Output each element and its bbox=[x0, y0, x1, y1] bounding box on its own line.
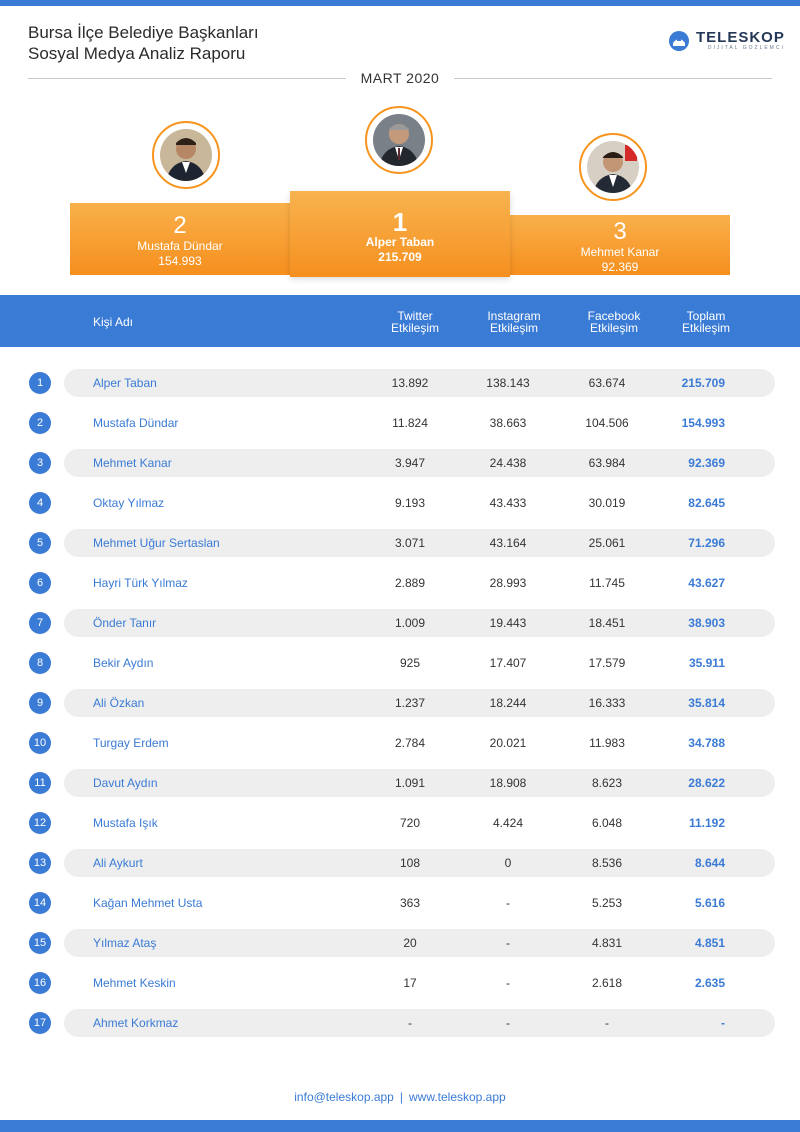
footer-website-link[interactable]: www.teleskop.app bbox=[408, 1090, 506, 1104]
divider-left bbox=[28, 78, 346, 79]
header-twitter-line-2: Etkileşim bbox=[390, 321, 439, 335]
teleskop-logo bbox=[668, 30, 785, 52]
person-name: Turgay Erdem bbox=[93, 736, 169, 750]
facebook-value: 11.745 bbox=[589, 576, 625, 590]
report-title-line-1: Bursa İlçe Belediye Başkanları bbox=[28, 23, 259, 42]
total-value: 92.369 bbox=[688, 456, 725, 470]
person-name: Mehmet Keskin bbox=[93, 976, 176, 990]
rank-badge: 17 bbox=[29, 1012, 51, 1034]
person-name: Hayri Türk Yılmaz bbox=[93, 576, 188, 590]
instagram-value: 17.407 bbox=[489, 656, 527, 670]
total-value: 11.192 bbox=[688, 816, 725, 830]
twitter-value: 3.947 bbox=[394, 456, 426, 470]
total-value: 71.296 bbox=[688, 536, 725, 550]
facebook-value: 104.506 bbox=[585, 416, 629, 430]
instagram-value: 18.908 bbox=[489, 776, 527, 790]
facebook-value: 8.623 bbox=[591, 776, 623, 790]
instagram-value: 43.164 bbox=[489, 536, 527, 550]
portrait-icon bbox=[373, 114, 425, 166]
twitter-value: 1.091 bbox=[394, 776, 426, 790]
twitter-value: 11.824 bbox=[392, 416, 428, 430]
podium-name: Alper Taban bbox=[365, 235, 435, 249]
header-total-line-2: Etkileşim bbox=[681, 321, 730, 335]
total-value: 28.622 bbox=[688, 776, 725, 790]
total-value: 35.814 bbox=[688, 696, 725, 710]
facebook-value: 63.674 bbox=[588, 376, 626, 390]
table-row bbox=[0, 889, 800, 917]
avatar-second-place bbox=[152, 121, 220, 189]
total-value: 5.616 bbox=[694, 896, 725, 910]
rank-badge: 9 bbox=[29, 692, 51, 714]
table-row bbox=[0, 569, 800, 597]
table-row bbox=[0, 729, 800, 757]
rank-badge: 13 bbox=[29, 852, 51, 874]
podium-name: Mehmet Kanar bbox=[580, 245, 660, 259]
twitter-value: 17 bbox=[403, 976, 417, 990]
total-value: 35.911 bbox=[688, 656, 725, 670]
table-row bbox=[0, 809, 800, 837]
rank-badge: 3 bbox=[29, 452, 51, 474]
table-row bbox=[0, 609, 800, 637]
report-title-line-2: Sosyal Medya Analiz Raporu bbox=[28, 44, 246, 63]
header-facebook-line-1: Facebook bbox=[587, 309, 641, 323]
avatar-third-place bbox=[579, 133, 647, 201]
person-name: Mustafa Dündar bbox=[93, 416, 179, 430]
rank-badge: 11 bbox=[29, 772, 51, 794]
person-name: Yılmaz Ataş bbox=[93, 936, 157, 950]
twitter-value: 3.071 bbox=[394, 536, 426, 550]
instagram-value: 18.244 bbox=[489, 696, 527, 710]
twitter-value: 2.889 bbox=[394, 576, 426, 590]
instagram-value: 4.424 bbox=[492, 816, 524, 830]
table-row bbox=[0, 769, 800, 797]
twitter-value: 13.892 bbox=[391, 376, 429, 390]
header-person-name: Kişi Adı bbox=[93, 315, 134, 329]
table-row bbox=[0, 369, 800, 397]
table-row bbox=[0, 529, 800, 557]
twitter-value: 2.784 bbox=[394, 736, 426, 750]
header-twitter bbox=[375, 310, 455, 334]
person-name: Önder Tanır bbox=[93, 616, 157, 630]
facebook-value: 18.451 bbox=[588, 616, 626, 630]
person-name: Mustafa Işık bbox=[93, 816, 158, 830]
rank-badge: 6 bbox=[29, 572, 51, 594]
instagram-value: 20.021 bbox=[489, 736, 527, 750]
header-instagram-line-2: Etkileşim bbox=[489, 321, 538, 335]
telescope-icon bbox=[668, 30, 690, 52]
rank-badge: 7 bbox=[29, 612, 51, 634]
header-instagram-line-1: Instagram bbox=[487, 309, 541, 323]
table-row bbox=[0, 489, 800, 517]
person-name: Bekir Aydın bbox=[93, 656, 154, 670]
person-name: Davut Aydın bbox=[93, 776, 158, 790]
twitter-value: 9.193 bbox=[394, 496, 426, 510]
podium-second-place bbox=[70, 203, 290, 275]
header-twitter-line-1: Twitter bbox=[397, 309, 433, 323]
person-name: Alper Taban bbox=[93, 376, 157, 390]
twitter-value: 1.237 bbox=[394, 696, 426, 710]
twitter-value: 363 bbox=[399, 896, 421, 910]
instagram-value: 28.993 bbox=[489, 576, 527, 590]
table-row bbox=[0, 689, 800, 717]
total-value: 4.851 bbox=[694, 936, 725, 950]
rank-badge: 8 bbox=[29, 652, 51, 674]
table-row bbox=[0, 409, 800, 437]
bottom-accent-bar bbox=[0, 1120, 800, 1132]
person-name: Ali Özkan bbox=[93, 696, 145, 710]
footer-contact bbox=[0, 1090, 800, 1104]
twitter-value: 720 bbox=[399, 816, 421, 830]
facebook-value: 16.333 bbox=[588, 696, 626, 710]
person-name: Ali Aykurt bbox=[93, 856, 143, 870]
total-value: 43.627 bbox=[688, 576, 725, 590]
instagram-value: 138.143 bbox=[486, 376, 530, 390]
podium-value: 154.993 bbox=[158, 254, 202, 268]
instagram-value: - bbox=[506, 896, 510, 910]
facebook-value: 63.984 bbox=[588, 456, 626, 470]
header-facebook bbox=[574, 310, 654, 334]
podium-third-place bbox=[510, 215, 730, 275]
header-total bbox=[666, 310, 746, 334]
instagram-value: - bbox=[506, 976, 510, 990]
podium-value: 215.709 bbox=[378, 250, 422, 264]
instagram-value: 19.443 bbox=[489, 616, 527, 630]
instagram-value: 0 bbox=[504, 856, 512, 870]
facebook-value: 30.019 bbox=[588, 496, 626, 510]
table-row bbox=[0, 449, 800, 477]
twitter-value: 925 bbox=[399, 656, 421, 670]
total-value: 82.645 bbox=[688, 496, 725, 510]
podium-rank: 1 bbox=[392, 207, 408, 237]
podium-rank: 2 bbox=[173, 212, 187, 239]
header-facebook-line-2: Etkileşim bbox=[589, 321, 638, 335]
header-total-line-1: Toplam bbox=[686, 309, 726, 323]
person-name: Ahmet Korkmaz bbox=[93, 1016, 179, 1030]
total-value: 215.709 bbox=[681, 376, 725, 390]
portrait-icon bbox=[587, 141, 639, 193]
portrait-icon bbox=[160, 129, 212, 181]
instagram-value: 38.663 bbox=[489, 416, 527, 430]
twitter-value: 1.009 bbox=[394, 616, 426, 630]
facebook-value: 8.536 bbox=[591, 856, 623, 870]
twitter-value: 108 bbox=[399, 856, 421, 870]
rank-badge: 10 bbox=[29, 732, 51, 754]
podium-value: 92.369 bbox=[601, 260, 639, 274]
facebook-value: 6.048 bbox=[591, 816, 623, 830]
rank-badge: 5 bbox=[29, 532, 51, 554]
person-name: Mehmet Uğur Sertaslan bbox=[93, 536, 220, 550]
rank-badge: 16 bbox=[29, 972, 51, 994]
facebook-value: 17.579 bbox=[588, 656, 626, 670]
person-name: Kağan Mehmet Usta bbox=[93, 896, 203, 910]
footer-email-link[interactable]: info@teleskop.app bbox=[294, 1090, 394, 1104]
total-value: 154.993 bbox=[681, 416, 725, 430]
top-accent-bar bbox=[0, 0, 800, 6]
table-header bbox=[0, 295, 800, 347]
facebook-value: 11.983 bbox=[589, 736, 625, 750]
person-name: Mehmet Kanar bbox=[93, 456, 172, 470]
footer-separator: | bbox=[399, 1090, 403, 1104]
total-value: 2.635 bbox=[694, 976, 725, 990]
facebook-value: - bbox=[605, 1016, 609, 1030]
rank-badge: 4 bbox=[29, 492, 51, 514]
table-row bbox=[0, 1009, 800, 1037]
podium-rank: 3 bbox=[613, 218, 627, 245]
divider-right bbox=[454, 78, 772, 79]
twitter-value: 20 bbox=[403, 936, 417, 950]
facebook-value: 25.061 bbox=[588, 536, 626, 550]
rank-badge: 1 bbox=[29, 372, 51, 394]
table-row bbox=[0, 849, 800, 877]
total-value: 38.903 bbox=[688, 616, 725, 630]
instagram-value: 43.433 bbox=[489, 496, 527, 510]
avatar-first-place bbox=[365, 106, 433, 174]
rank-badge: 14 bbox=[29, 892, 51, 914]
table-row bbox=[0, 929, 800, 957]
instagram-value: - bbox=[506, 1016, 510, 1030]
facebook-value: 5.253 bbox=[591, 896, 623, 910]
podium-name: Mustafa Dündar bbox=[137, 239, 223, 253]
podium-first-place bbox=[290, 191, 510, 277]
instagram-value: 24.438 bbox=[489, 456, 527, 470]
logo-tagline: DIJITAL GOZLEMCI bbox=[707, 45, 785, 51]
report-title bbox=[28, 22, 259, 64]
instagram-value: - bbox=[506, 936, 510, 950]
rank-badge: 15 bbox=[29, 932, 51, 954]
logo-name: TELESKOP bbox=[696, 29, 785, 46]
rank-badge: 2 bbox=[29, 412, 51, 434]
total-value: 8.644 bbox=[694, 856, 725, 870]
twitter-value: - bbox=[408, 1016, 412, 1030]
header-instagram bbox=[474, 310, 554, 334]
total-value: - bbox=[721, 1016, 725, 1030]
person-name: Oktay Yılmaz bbox=[93, 496, 165, 510]
facebook-value: 2.618 bbox=[591, 976, 623, 990]
table-row bbox=[0, 649, 800, 677]
table-row bbox=[0, 969, 800, 997]
rank-badge: 12 bbox=[29, 812, 51, 834]
total-value: 34.788 bbox=[688, 736, 725, 750]
facebook-value: 4.831 bbox=[591, 936, 623, 950]
report-period: MART 2020 bbox=[360, 70, 440, 86]
